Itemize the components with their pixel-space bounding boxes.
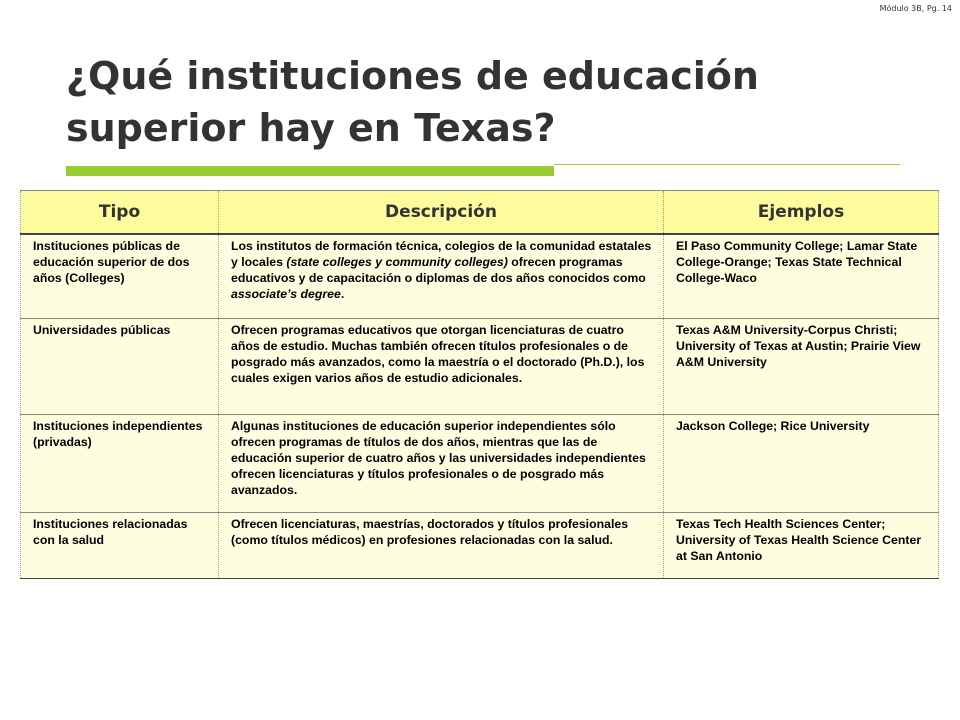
descripcion-italic: associate’s degree <box>231 287 341 301</box>
table-header-row <box>21 191 939 235</box>
descripcion-part: . <box>340 287 345 301</box>
cell-ejemplos: Jackson College; Rice University <box>664 414 939 512</box>
descripcion-part: ofrecen programas educativos y de capacitación o diplomas de dos años conocidos como <box>231 255 646 285</box>
cell-descripcion <box>219 234 664 318</box>
title-underline-thin <box>554 164 900 165</box>
table-row <box>21 414 939 512</box>
descripcion-part: Los institutos de formación técnica, colegios de la comunidad estatales y locales <box>231 239 652 269</box>
title-underline-thick <box>66 166 554 176</box>
cell-descripcion: Ofrecen licenciaturas, maestrías, doctorados y títulos profesionales (como títulos médicos) en profesiones relacionadas con la salud. <box>219 512 664 578</box>
cell-descripcion: Algunas instituciones de educación superior independientes sólo ofrecen programas de títulos de dos años, mientras que las de educación superior de cuatro años y las universidades independientes ofrecen licenciaturas y títulos profesionales o de posgrado más avanzados. <box>219 414 664 512</box>
page-reference: Módulo 3B, Pg. 14 <box>879 4 952 13</box>
table-row <box>21 234 939 318</box>
cell-ejemplos: Texas A&M University-Corpus Christi; University of Texas at Austin; Prairie View A&M University <box>664 318 939 414</box>
cell-tipo: Instituciones relacionadas con la salud <box>21 512 219 578</box>
institutions-table <box>20 190 939 579</box>
descripcion-italic: (state colleges y community colleges) <box>286 255 508 269</box>
cell-tipo: Universidades públicas <box>21 318 219 414</box>
cell-tipo: Instituciones independientes (privadas) <box>21 414 219 512</box>
table-row <box>21 512 939 578</box>
table-row <box>21 318 939 414</box>
column-header-descripcion: Descripción <box>219 191 664 235</box>
column-header-tipo: Tipo <box>21 191 219 235</box>
column-header-ejemplos: Ejemplos <box>664 191 939 235</box>
cell-ejemplos: El Paso Community College; Lamar State College-Orange; Texas State Technical College-Waco <box>664 234 939 318</box>
cell-ejemplos: Texas Tech Health Sciences Center; University of Texas Health Science Center at San Antonio <box>664 512 939 578</box>
page-title: ¿Qué instituciones de educación superior hay en Texas? <box>66 54 759 150</box>
cell-tipo: Instituciones públicas de educación superior de dos años (Colleges) <box>21 234 219 318</box>
cell-descripcion: Ofrecen programas educativos que otorgan licenciaturas de cuatro años de estudio. Muchas también ofrecen títulos profesionales o de posgrado más avanzados, como la maestría o el doctorado (Ph.D.), los cuales exigen varios años de estudio adicionales. <box>219 318 664 414</box>
